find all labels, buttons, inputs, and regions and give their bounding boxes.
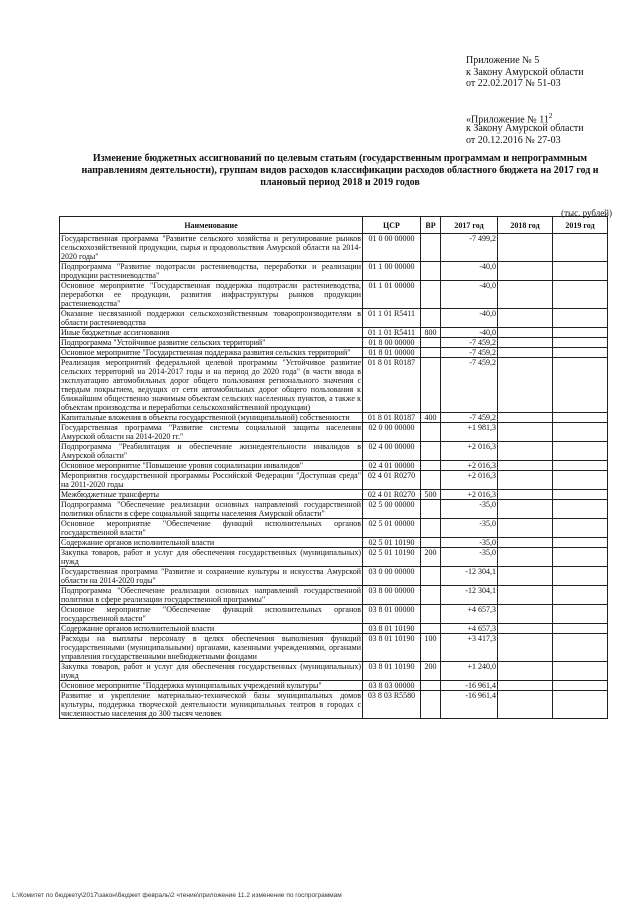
row-2017: +4 657,3: [441, 605, 498, 624]
col-header-csr: ЦСР: [363, 217, 421, 234]
row-2017: -35,0: [441, 548, 498, 567]
handwritten-date-number: от 22.02.2017 № 51-03: [466, 78, 561, 89]
row-vr: [421, 500, 441, 519]
row-vr: [421, 442, 441, 461]
table-row: [60, 442, 608, 461]
row-2018: [498, 634, 553, 662]
row-name: Подпрограмма "Реабилитация и обеспечение жизнедеятельности инвалидов в Амурской области": [61, 442, 361, 460]
table-row: [60, 662, 608, 681]
row-2019: [553, 624, 608, 634]
row-name: Закупка товаров, работ и услуг для обеспечения государственных (муниципальных) нужд: [61, 548, 361, 566]
row-vr: 200: [421, 548, 441, 567]
row-2017: -40,0: [441, 328, 498, 338]
row-2019: [553, 234, 608, 262]
row-csr: 03 8 03 R5580: [363, 691, 421, 719]
table-row: [60, 538, 608, 548]
row-csr: 01 8 01 R0187: [363, 358, 421, 413]
row-name: Капитальные вложения в объекты государственной (муниципальной) собственности: [60, 413, 363, 423]
row-2017: -40,0: [441, 262, 498, 281]
row-vr: [421, 624, 441, 634]
row-name: Подпрограмма "Обеспечение реализации основных направлений государственной политики области в сфере социальной защиты населения Амурской области": [61, 500, 361, 518]
table-row: [60, 681, 608, 691]
row-2018: [498, 548, 553, 567]
row-csr: 02 5 01 10190: [363, 548, 421, 567]
table-row: [60, 567, 608, 586]
row-vr: [421, 423, 441, 442]
table-row: [60, 519, 608, 538]
row-2017: +3 417,3: [441, 634, 498, 662]
row-csr: 01 8 00 00000: [363, 338, 421, 348]
row-2019: [553, 490, 608, 500]
row-vr: [421, 519, 441, 538]
row-2017: +1 981,3: [441, 423, 498, 442]
row-2017: -7 459,2: [441, 358, 498, 413]
table-row: [60, 338, 608, 348]
table-row: [60, 413, 608, 423]
row-2019: [553, 567, 608, 586]
row-2019: [553, 634, 608, 662]
row-2019: [553, 348, 608, 358]
row-name: Основное мероприятие "Обеспечение функций исполнительных органов государственной власти": [61, 605, 361, 623]
row-name: Расходы на выплаты персоналу в целях обеспечения выполнения функций государственными (муниципальными) органами, казенными учреждениями, органами управления государственными внебюджетными фондами: [61, 634, 361, 661]
row-2017: +2 016,3: [441, 471, 498, 490]
row-name: Основное мероприятие "Обеспечение функций исполнительных органов государственной власти": [61, 519, 361, 537]
quoted-appendix-text: «Приложение № 11: [466, 114, 549, 126]
table-row: [60, 471, 608, 490]
row-name: Реализация мероприятий федеральной целевой программы "Устойчивое развитие сельских территорий на 2014-2017 годы и на период до 2020 года" (в части ввода в эксплуатацию автомобильных дорог общего пользования регионального значения с твердым покрытием, ведущих от сети автомобильных дорог общего пользования к ближайшим общественно значимым объектам сельских населенных пунктов, а также к объектам производства и переработки сельскохозяйственной продукции): [61, 358, 361, 412]
row-2017: -35,0: [441, 519, 498, 538]
row-csr: 02 5 01 00000: [363, 519, 421, 538]
table-row: [60, 348, 608, 358]
row-2017: -40,0: [441, 309, 498, 328]
row-2018: [498, 471, 553, 490]
row-name: Подпрограмма "Обеспечение реализации основных направлений государственной политики в сфере реализации государственной программы": [61, 586, 361, 604]
row-vr: [421, 309, 441, 328]
table-row: [60, 281, 608, 309]
row-2017: -12 304,1: [441, 567, 498, 586]
row-name: Подпрограмма "Развитие подотрасли растениеводства, переработки и реализации продукции растениеводства": [61, 262, 361, 280]
row-vr: [421, 586, 441, 605]
row-2017: -7 459,2: [441, 338, 498, 348]
table-row: [60, 586, 608, 605]
row-vr: [421, 338, 441, 348]
table-row: [60, 461, 608, 471]
table-row: [60, 500, 608, 519]
row-2018: [498, 262, 553, 281]
budget-table: [59, 216, 608, 719]
row-name: Развитие и укрепление материально-технической базы муниципальных домов культуры, поддержка творческой деятельности муниципальных театров в городах с численностью населения до 300 тысяч человек: [61, 691, 361, 718]
col-header-vr: ВР: [421, 217, 441, 234]
row-csr: 02 4 01 R0270: [363, 471, 421, 490]
row-csr: 01 8 01 R0187: [363, 413, 421, 423]
table-row: [60, 423, 608, 442]
row-2019: [553, 309, 608, 328]
row-csr: 01 0 00 00000: [363, 234, 421, 262]
table-row: [60, 358, 608, 413]
row-2017: +2 016,3: [441, 461, 498, 471]
row-2017: +2 016,3: [441, 442, 498, 461]
row-2017: -7 499,2: [441, 234, 498, 262]
row-name: Мероприятия государственной программы Российской Федерации "Доступная среда" на 2011-2020 годы: [61, 471, 361, 489]
row-2019: [553, 338, 608, 348]
table-row: [60, 262, 608, 281]
row-2019: [553, 461, 608, 471]
row-vr: [421, 281, 441, 309]
row-csr: 02 4 01 R0270: [363, 490, 421, 500]
row-name: Межбюджетные трансферты: [60, 490, 363, 500]
row-name: Содержание органов исполнительной власти: [60, 624, 363, 634]
appendix-number: Приложение № 5: [466, 55, 540, 66]
table-row: [60, 605, 608, 624]
row-2018: [498, 461, 553, 471]
row-2018: [498, 681, 553, 691]
row-2019: [553, 605, 608, 624]
row-csr: 01 1 00 00000: [363, 262, 421, 281]
row-2019: [553, 548, 608, 567]
row-csr: 02 0 00 00000: [363, 423, 421, 442]
table-body: [60, 234, 608, 719]
table-header-row: [60, 217, 608, 234]
row-vr: 200: [421, 662, 441, 681]
row-csr: 01 1 01 R5411: [363, 309, 421, 328]
col-header-name: Наименование: [60, 217, 363, 234]
row-2017: -16 961,4: [441, 681, 498, 691]
row-csr: 01 8 01 00000: [363, 348, 421, 358]
table-row: [60, 234, 608, 262]
row-2019: [553, 358, 608, 413]
row-vr: 400: [421, 413, 441, 423]
row-2018: [498, 281, 553, 309]
row-name: Государственная программа "Развитие и сохранение культуры и искусства Амурской области на 2014-2020 годы": [61, 567, 361, 585]
row-2019: [553, 423, 608, 442]
row-2019: [553, 519, 608, 538]
row-csr: 02 5 00 00000: [363, 500, 421, 519]
row-2018: [498, 490, 553, 500]
row-2019: [553, 681, 608, 691]
col-header-2018: 2018 год: [498, 217, 553, 234]
law-reference: к Закону Амурской области: [466, 67, 584, 78]
row-2019: [553, 328, 608, 338]
row-csr: 02 5 01 10190: [363, 538, 421, 548]
row-2017: +4 657,3: [441, 624, 498, 634]
quoted-law-reference: к Закону Амурской области: [466, 123, 584, 134]
row-vr: [421, 348, 441, 358]
row-2017: -16 961,4: [441, 691, 498, 719]
row-vr: [421, 681, 441, 691]
row-2019: [553, 442, 608, 461]
row-2018: [498, 519, 553, 538]
table-row: [60, 309, 608, 328]
row-csr: 03 8 01 10190: [363, 624, 421, 634]
row-csr: 01 1 01 R5411: [363, 328, 421, 338]
row-name: Основное мероприятие "Государственная поддержка развития сельских территорий": [60, 348, 363, 358]
col-header-2019: 2019 год: [553, 217, 608, 234]
row-2018: [498, 538, 553, 548]
row-csr: 01 1 01 00000: [363, 281, 421, 309]
row-2018: [498, 586, 553, 605]
row-csr: 03 8 01 10190: [363, 662, 421, 681]
row-name: Закупка товаров, работ и услуг для обеспечения государственных (муниципальных) нужд: [61, 662, 361, 680]
row-2018: [498, 605, 553, 624]
row-csr: 03 0 00 00000: [363, 567, 421, 586]
row-vr: [421, 358, 441, 413]
row-2019: [553, 281, 608, 309]
quoted-appendix-superscript: 2: [548, 112, 553, 120]
row-name: Основное мероприятие "Повышение уровня социализации инвалидов": [60, 461, 363, 471]
row-vr: 800: [421, 328, 441, 338]
row-2018: [498, 500, 553, 519]
row-2019: [553, 662, 608, 681]
row-name: Основное мероприятие "Государственная поддержка подотрасли растениеводства, переработки ее продукции, развития инфраструктуры рынков продукции растениеводства": [61, 281, 361, 308]
table-row: [60, 634, 608, 662]
row-2019: [553, 262, 608, 281]
row-2019: [553, 691, 608, 719]
row-2019: [553, 500, 608, 519]
table-row: [60, 691, 608, 719]
row-2017: -7 459,2: [441, 348, 498, 358]
row-2018: [498, 442, 553, 461]
row-vr: 500: [421, 490, 441, 500]
units-label: (тыс. рублей): [561, 208, 612, 218]
row-vr: [421, 471, 441, 490]
row-2018: [498, 662, 553, 681]
row-csr: 03 8 03 00000: [363, 681, 421, 691]
row-2017: -35,0: [441, 500, 498, 519]
row-2018: [498, 348, 553, 358]
row-name: Основное мероприятие "Поддержка муниципальных учреждений культуры": [60, 681, 363, 691]
row-2017: +1 240,0: [441, 662, 498, 681]
row-2017: -7 459,2: [441, 413, 498, 423]
row-vr: [421, 538, 441, 548]
row-vr: [421, 234, 441, 262]
row-2017: -35,0: [441, 538, 498, 548]
row-2018: [498, 423, 553, 442]
row-2018: [498, 234, 553, 262]
row-csr: 03 8 01 10190: [363, 634, 421, 662]
row-2017: -12 304,1: [441, 586, 498, 605]
row-2019: [553, 538, 608, 548]
row-name: Содержание органов исполнительной власти: [60, 538, 363, 548]
row-name: Подпрограмма "Устойчивое развитие сельских территорий": [60, 338, 363, 348]
row-2019: [553, 413, 608, 423]
row-name: Государственная программа "Развитие сельского хозяйства и регулирование рынков сельскохозяйственной продукции, сырья и продовольствия Амурской области на 2014-2020 годы": [61, 234, 361, 261]
row-2018: [498, 358, 553, 413]
col-header-2017: 2017 год: [441, 217, 498, 234]
row-name: Оказание несвязанной поддержки сельскохозяйственным товаропроизводителям в области растениеводства: [61, 309, 361, 327]
row-name: Государственная программа "Развитие системы социальной защиты населения Амурской области на 2014-2020 гг.": [61, 423, 361, 441]
quoted-law-date: от 20.12.2016 № 27-03: [466, 135, 561, 146]
row-2018: [498, 328, 553, 338]
table-row: [60, 624, 608, 634]
row-name: Иные бюджетные ассигнования: [60, 328, 363, 338]
table-row: [60, 328, 608, 338]
row-2019: [553, 586, 608, 605]
row-2018: [498, 413, 553, 423]
row-2017: -40,0: [441, 281, 498, 309]
row-csr: 02 4 01 00000: [363, 461, 421, 471]
row-vr: [421, 605, 441, 624]
row-vr: [421, 691, 441, 719]
table-row: [60, 490, 608, 500]
row-vr: [421, 567, 441, 586]
row-vr: [421, 262, 441, 281]
row-2018: [498, 567, 553, 586]
row-2019: [553, 471, 608, 490]
row-2018: [498, 624, 553, 634]
row-2017: +2 016,3: [441, 490, 498, 500]
table-row: [60, 548, 608, 567]
row-csr: 02 4 00 00000: [363, 442, 421, 461]
file-path-footer: L:\Комитет по бюджету\2017\закон\бюджет февраль\2 чтение\приложение 11.2 изменение по госпрограммам: [12, 892, 342, 899]
row-vr: 100: [421, 634, 441, 662]
row-csr: 03 8 01 00000: [363, 605, 421, 624]
row-csr: 03 8 00 00000: [363, 586, 421, 605]
row-vr: [421, 461, 441, 471]
row-2018: [498, 338, 553, 348]
row-2018: [498, 309, 553, 328]
document-title: Изменение бюджетных ассигнований по целевым статьям (государственным программам и непрограммным направлениям деятельности), группам видов расходов классификации расходов областного бюджета на 2017 год и плановый период 2018 и 2019 годов: [81, 153, 599, 188]
row-2018: [498, 691, 553, 719]
